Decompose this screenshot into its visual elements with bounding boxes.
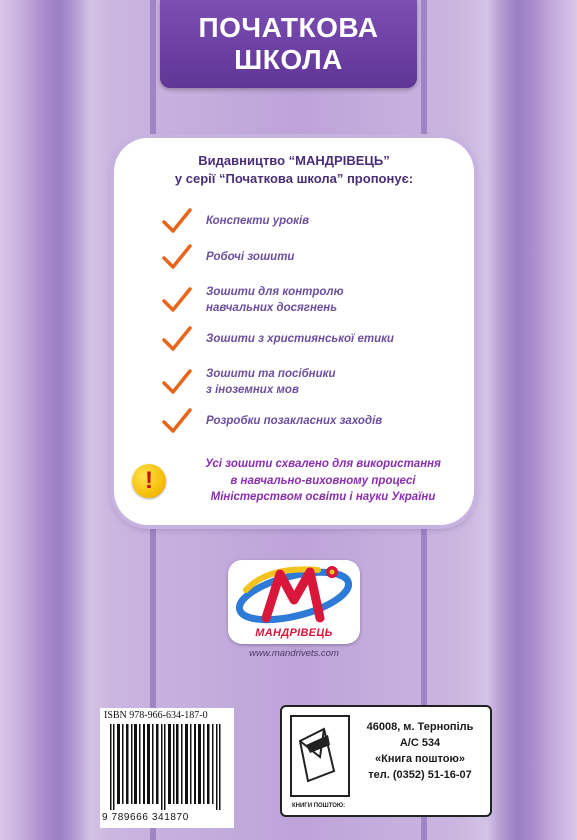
website-link[interactable]: www.mandrivets.com bbox=[249, 648, 339, 659]
approval-line3: Міністерством освіти і науки України bbox=[210, 491, 436, 503]
address-service: «Книга поштою» bbox=[375, 753, 465, 765]
list-item bbox=[162, 208, 309, 234]
barcode-icon bbox=[104, 724, 230, 810]
list-item bbox=[162, 244, 294, 270]
series-title-line2: ШКОЛА bbox=[234, 44, 343, 75]
mail-order-address bbox=[280, 705, 492, 817]
list-item bbox=[162, 408, 382, 434]
list-item bbox=[162, 366, 336, 398]
list-item-label: Конспекти уроків bbox=[206, 215, 310, 227]
envelope-icon bbox=[290, 715, 350, 797]
intro-line2: у серії “Початкова школа” пропонує: bbox=[174, 171, 414, 186]
list-item-label: Розробки позакласних заходів bbox=[206, 415, 383, 427]
checkmark-icon bbox=[162, 408, 192, 434]
isbn-number: ISBN 978-966-634-187-0 bbox=[104, 710, 208, 721]
list-item-label: Робочі зошити bbox=[206, 251, 295, 263]
address-po-box: А/С 534 bbox=[399, 737, 441, 749]
intro-line1: Видавництво “МАНДРІВЕЦЬ” bbox=[198, 153, 390, 168]
barcode-digits: 9 789666 341870 bbox=[102, 812, 189, 823]
exclamation-icon: ! bbox=[132, 464, 166, 498]
logo-emblem-icon bbox=[228, 560, 360, 630]
publisher-logo bbox=[228, 560, 360, 644]
list-item-label: Зошити з християнської етики bbox=[206, 333, 394, 345]
ministry-approval-note bbox=[178, 456, 468, 506]
list-item-label: Зошити для контролю навчальних досягнень bbox=[206, 286, 344, 314]
mail-caption: КНИГИ ПОШТОЮ: bbox=[292, 803, 346, 809]
list-item-label: Зошити та посібники з іноземних мов bbox=[206, 368, 336, 396]
series-title-banner bbox=[160, 0, 417, 88]
isbn-barcode-block bbox=[100, 708, 234, 828]
approval-line2: в навчально-виховному процесі bbox=[230, 474, 416, 487]
list-item bbox=[162, 284, 344, 316]
address-phone: тел. (0352) 51-16-07 bbox=[368, 769, 472, 781]
checkmark-icon bbox=[162, 287, 192, 313]
publisher-intro bbox=[114, 152, 474, 188]
checkmark-icon bbox=[162, 369, 192, 395]
series-title-line1: ПОЧАТКОВА bbox=[198, 12, 379, 43]
logo-wordmark: МАНДРІВЕЦЬ bbox=[255, 627, 333, 639]
checkmark-icon bbox=[162, 326, 192, 352]
address-city: 46008, м. Тернопіль bbox=[366, 721, 474, 733]
list-item bbox=[162, 326, 394, 352]
checkmark-icon bbox=[162, 208, 192, 234]
checkmark-icon bbox=[162, 244, 192, 270]
approval-line1: Усі зошити схвалено для використання bbox=[205, 458, 441, 470]
offer-panel bbox=[114, 138, 474, 525]
